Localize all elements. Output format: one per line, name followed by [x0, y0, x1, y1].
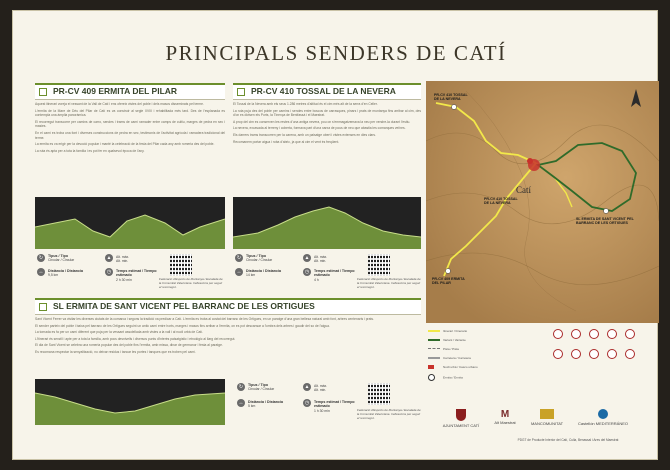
logo-castellon: Castellón MEDITERRÁNEO — [573, 409, 633, 426]
time-label: Temps estimat / Tiempo estimado — [314, 400, 355, 409]
close-gates-icon — [571, 349, 581, 359]
route-type-icon: ↻ — [236, 255, 242, 261]
type-value: Circular / Circular — [248, 387, 275, 392]
altitude-icon: ▲ — [106, 255, 112, 261]
time-value: 4 h — [314, 277, 319, 282]
square-marker-icon — [39, 303, 47, 311]
type-label: Tipus / Tipo — [248, 383, 269, 387]
alt-max-label: Alt. màx. — [314, 255, 328, 259]
type-value: Circular / Circular — [246, 258, 273, 263]
clock-icon: ◷ — [304, 269, 310, 275]
distance-label: Distància / Distancia — [246, 269, 281, 273]
legend-item: Variant / Variante — [428, 338, 466, 342]
distance-icon: ↔ — [238, 400, 244, 406]
route1-text — [35, 102, 225, 194]
paragraph: A prop del cim es conserven les restes d'una antiga nevera, pou on s'emmagatzemava la neu per vendre-la durant l'estiu. — [233, 119, 411, 124]
route1-time — [116, 269, 164, 282]
paragraph: La nevera, excavada al terreny i coberta, formava part d'una xarxa de pous de neu que abastia les comarques veïnes. — [233, 126, 406, 131]
paragraph: La tornada es fa per un camí diferent que puja per la vessant assolellada amb vistes a la vall i al nucli urbà de Catí. — [35, 330, 204, 335]
elevation-graph — [35, 379, 225, 425]
rules-panel — [553, 329, 653, 389]
paragraph: La ruta puja des del poble per camins i sendes entre boscos de carrasques, pinars i prats de muntanya fins arribar al cim, des d'on es divisen els Ports, la Tinença de Benifassà i el Maestrat. — [233, 108, 421, 118]
route3-heading: SL ERMITA DE SANT VICENT PEL BARRANC DE LES ORTIGUES — [53, 301, 315, 311]
paragraph: Aquest itinerari voreja el vessant de la Vall de Catí i ens ofereix vistes del poble i dels masos disseminats pel terme. — [35, 102, 204, 106]
distance-label: Distància / Distancia — [48, 269, 83, 273]
alt-max-label: Alt. màx. — [116, 255, 130, 259]
footer-note: PDGT de Producte Interior del Catí, Culla, Benassal i Ares del Maestrat — [517, 438, 619, 442]
trail-board — [12, 10, 658, 460]
route3-altitude — [314, 384, 354, 393]
paragraph: El sender parteix del poble i baixa pel barranc de les Ortigues seguint un antic camí entre horts, marges i masos fins arribar a l'ermita, on es pot descansar a l'ombra dels arbres i gaudir del so de l'aigua. — [35, 323, 330, 328]
trail-map — [426, 81, 659, 323]
route-type-icon: ↻ — [238, 384, 244, 390]
no-fire-icon — [553, 329, 563, 339]
map-legend — [428, 329, 538, 387]
route2-heading: PR-CV 410 TOSSAL DE LA NEVERA — [251, 86, 396, 96]
map-label-town: Catí — [516, 185, 531, 195]
elevation-graph — [35, 197, 225, 249]
legend-item: Carretera / Carretera — [428, 356, 471, 360]
distance-value: 9,5 km — [48, 273, 59, 278]
logo-mancomunitat: MANCOMUNITAT — [527, 409, 567, 426]
legend-item: Pista / Pista — [428, 347, 459, 351]
no-litter-icon — [571, 329, 581, 339]
paragraph: Sant Vicent Ferrer va visitar les diverses ciutats de la comarca i segons la tradició va predicar a Catí. L'ermita es troba al costat del barranc de les Ortigues, en un paratge d'una gran bellesa natural amb font, arbres centenaris i prats. — [35, 317, 374, 321]
route-type-icon: ↻ — [38, 255, 44, 261]
no-vehicles-icon — [625, 349, 635, 359]
route3-distance — [248, 400, 298, 409]
route1-header — [35, 83, 225, 100]
paragraph: Es recomana respectar la senyalització, no deixar residus i tancar les portes i tanques que es troben pel camí. — [35, 349, 196, 354]
route3-type — [248, 383, 298, 392]
time-label: Temps estimat / Tiempo estimado — [314, 269, 355, 278]
distance-value: 14 km — [246, 273, 256, 278]
clock-icon: ◷ — [106, 269, 112, 275]
route3-time — [314, 400, 362, 413]
route2-header — [233, 83, 421, 100]
paragraph: El dia de Sant Vicent se celebra una romeria popular des del poble fins l'ermita, amb missa, dinar de germanor i festa al paratge. — [35, 343, 223, 348]
distance-value: 5 km — [248, 404, 256, 409]
paragraph: L'ermita de la Mare de Déu del Pilar de Catí es va construir al segle XVIII i rehabilitada més tard. Des de l'esplanada es contempla una àmplia panoràmica. — [35, 108, 225, 118]
no-hunting-icon — [607, 329, 617, 339]
route3-elevation-profile — [35, 379, 225, 425]
map-label-pr410: PR-CV 410 TOSSAL DE LA NEVERA — [434, 93, 468, 102]
type-label: Tipus / Tipo — [48, 254, 69, 258]
respect-fauna-icon — [607, 349, 617, 359]
route2-distance — [246, 269, 296, 278]
alt-min-label: Alt. min. — [314, 259, 327, 264]
route2-elevation-profile — [233, 197, 421, 249]
route2-time — [314, 269, 362, 282]
alt-max-label: Alt. màx. — [314, 384, 328, 388]
keep-dogs-icon — [625, 329, 635, 339]
alt-min-label: Alt. min. — [116, 259, 129, 264]
logo-ajuntament: AJUNTAMENT CATÍ — [441, 409, 481, 428]
map-label-pr410b: PR-CV 410 TOSSAL DE LA NEVERA — [484, 197, 518, 206]
qr-code — [170, 254, 192, 276]
legend-item: Nucli urbà / Casco urbano — [428, 365, 478, 369]
distance-label: Distància / Distancia — [248, 400, 283, 404]
altitude-icon: ▲ — [304, 255, 310, 261]
route2-text — [233, 102, 421, 194]
route1-altitude — [116, 255, 156, 264]
altitude-icon: ▲ — [304, 384, 310, 390]
route3-header — [35, 298, 421, 315]
paragraph: El Tossal de la Nevera amb els seus 1.286 metres d'altitud és el cim més alt de la serra d'en Celler. — [233, 102, 378, 106]
type-value: Circular / Circular — [48, 258, 75, 263]
clock-icon: ◷ — [304, 400, 310, 406]
route1-distance — [48, 269, 98, 278]
paragraph: Els darrers trams transcorren per la carena, amb un paisatge obert i vistes extenses en dies clars. — [233, 132, 376, 137]
map-label-pr409: PR-CV 409 ERMITA DEL PILAR — [432, 277, 465, 286]
legend-item: Itinerari / Itinerario — [428, 329, 467, 333]
route1-type — [48, 254, 98, 263]
elevation-graph — [233, 197, 421, 249]
route3-text — [35, 317, 421, 377]
page-title: PRINCIPALS SENDERS DE CATÍ — [165, 41, 507, 65]
paragraph: Recomanem portar aigua i roba d'abric, ja que al cim el vent és freqüent. — [233, 139, 340, 144]
route2-type — [246, 254, 296, 263]
alt-min-label: Alt. min. — [314, 388, 327, 393]
paragraph: El recorregut transcorre per camins de carro, sendes i trams de camí ramader entre camps de cultiu, marges de pedra en sec i masies. — [35, 119, 225, 129]
paragraph: La ermita es va erigir per la devoció popular i manté la celebració de la festa del Pilar cada any amb romeria des del poble. — [35, 142, 215, 147]
distance-icon: ↔ — [236, 269, 242, 275]
paragraph: En el camí es troba una font i diverses construccions de pedra en sec, testimonis de l'activitat agrícola i ramadera tradicional del terme. — [35, 130, 225, 140]
map-graphic — [426, 81, 659, 323]
route2-altitude — [314, 255, 354, 264]
route1-caption: Federació d'Esports de Muntanya i Escalada de la Comunitat Valenciana. Indicacions per seguir el recorregut. — [159, 277, 223, 289]
map-label-sl: SL ERMITA DE SANT VICENT PEL BARRANC DE LES ORTIGUES — [576, 217, 634, 226]
no-picking-icon — [553, 349, 563, 359]
time-label: Temps estimat / Tiempo estimado — [116, 269, 157, 278]
no-camping-icon — [589, 329, 599, 339]
paragraph: La ruta és apta per a tota la família i es pot fer en qualsevol època de l'any. — [35, 148, 145, 153]
stay-on-path-icon — [589, 349, 599, 359]
qr-code — [368, 383, 390, 405]
distance-icon: ↔ — [38, 269, 44, 275]
paragraph: L'itinerari és senzill i apte per a tota la família, amb pocs desnivells i diversos punts d'interès paisatgístic i etnològic al llarg del recorregut. — [35, 336, 236, 341]
route2-caption: Federació d'Esports de Muntanya i Escalada de la Comunitat Valenciana. Indicacions per seguir el recorregut. — [357, 277, 421, 289]
route1-elevation-profile — [35, 197, 225, 249]
square-marker-icon — [237, 88, 245, 96]
legend-item: Ermita / Ermita — [428, 374, 463, 381]
route3-caption: Federació d'Esports de Muntanya i Escalada de la Comunitat Valenciana. Indicacions per seguir el recorregut. — [357, 408, 421, 420]
qr-code — [368, 254, 390, 276]
time-value: 1 h 30 min — [314, 408, 330, 413]
logo-alt-maestrat: M Alt Maestrat — [494, 409, 516, 425]
type-label: Tipus / Tipo — [246, 254, 267, 258]
time-value: 2 h 30 min — [116, 277, 132, 282]
square-marker-icon — [39, 88, 47, 96]
route1-heading: PR-CV 409 ERMITA DEL PILAR — [53, 86, 178, 96]
